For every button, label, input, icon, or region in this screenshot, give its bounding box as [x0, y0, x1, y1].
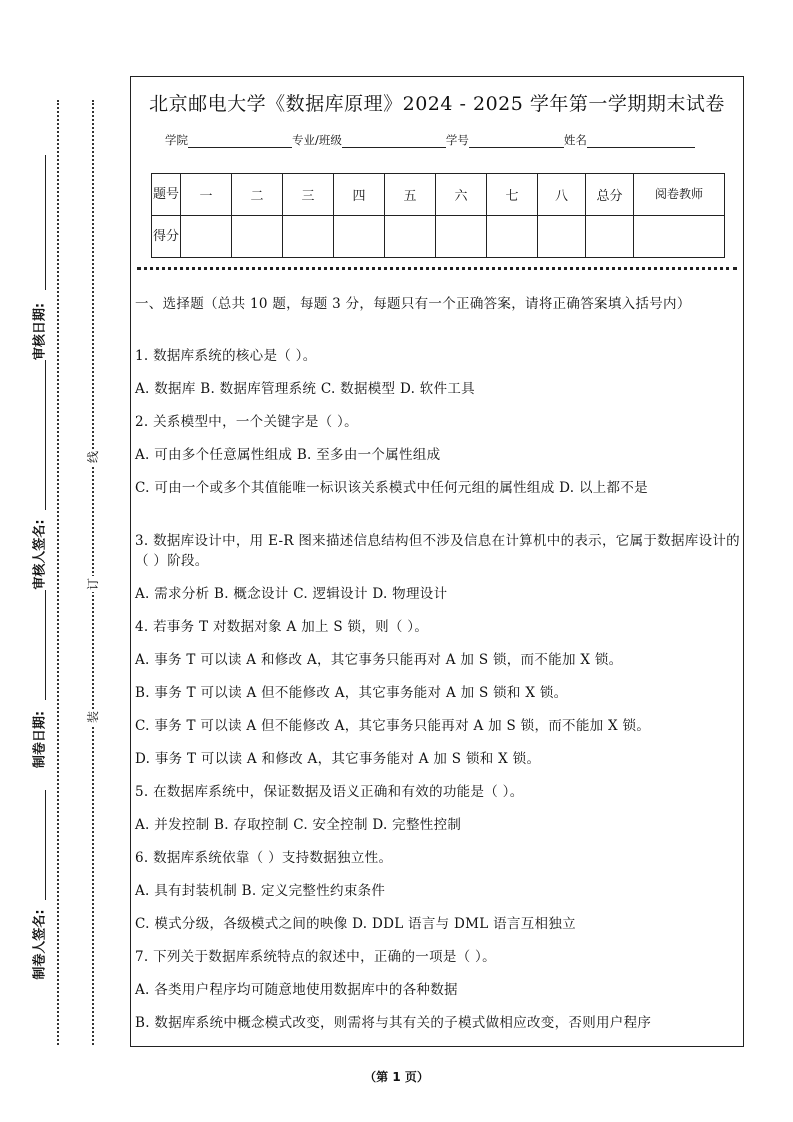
score-cell-6[interactable]: [436, 216, 487, 258]
question-line: 3. 数据库设计中，用 E-R 图来描述信息结构但不涉及信息在计算机中的表示，它属于数据库设计的（ ）阶段。: [135, 533, 740, 569]
question-line: A. 各类用户程序均可随意地使用数据库中的各种数据: [135, 982, 458, 998]
score-cell-7[interactable]: [487, 216, 538, 258]
margin-dotted-line: [57, 100, 59, 1045]
score-col-3: 三: [283, 174, 334, 216]
question-line: D. 事务 T 可以读 A 和修改 A，其它事务能对 A 加 S 锁和 X 锁。: [135, 751, 541, 767]
score-col-4: 四: [334, 174, 385, 216]
score-cell-2[interactable]: [232, 216, 283, 258]
score-col-7: 七: [487, 174, 538, 216]
page-title: 北京邮电大学《数据库原理》2024 - 2025 学年第一学期期末试卷: [149, 93, 725, 115]
score-col-grader: 阅卷教师: [634, 174, 725, 216]
score-row: [152, 216, 725, 258]
binding-word-order: 订: [86, 578, 100, 591]
binding-word-bind: 装: [86, 711, 100, 724]
dotted-separator: [137, 267, 737, 270]
question-line: C. 模式分级，各级模式之间的映像 D. DDL 语言与 DML 语言互相独立: [135, 916, 576, 932]
maker-date-label: 制卷日期:: [32, 710, 48, 769]
maker-date-line: [45, 590, 46, 700]
score-col-1: 一: [181, 174, 232, 216]
score-label: 得分: [152, 216, 181, 258]
score-col-8: 八: [538, 174, 586, 216]
question-line: 7. 下列关于数据库系统特点的叙述中，正确的一项是（ ）。: [135, 949, 496, 965]
score-cell-8[interactable]: [538, 216, 586, 258]
question-line: A. 数据库 B. 数据库管理系统 C. 数据模型 D. 软件工具: [135, 381, 475, 397]
score-cell-1[interactable]: [181, 216, 232, 258]
score-cell-3[interactable]: [283, 216, 334, 258]
question-line: A. 具有封装机制 B. 定义完整性约束条件: [135, 883, 386, 899]
reviewer-sign-label: 审核人签名:: [32, 519, 48, 590]
review-date-label: 审核日期:: [32, 302, 48, 361]
student-info-line: [165, 132, 695, 148]
maker-sign-label: 制卷人签名:: [32, 909, 48, 980]
question-line: A. 可由多个任意属性组成 B. 至多由一个属性组成: [135, 447, 441, 463]
question-line: B. 事务 T 可以读 A 但不能修改 A，其它事务能对 A 加 S 锁和 X 锁。: [135, 685, 568, 701]
score-cell-5[interactable]: [385, 216, 436, 258]
reviewer-sign-line: [45, 360, 46, 510]
question-line: 2. 关系模型中，一个关键字是（ ）。: [135, 414, 358, 430]
question-line: C. 事务 T 可以读 A 但不能修改 A，其它事务只能再对 A 加 S 锁，而不能加 X 锁。: [135, 718, 651, 734]
question-line: A. 需求分析 B. 概念设计 C. 逻辑设计 D. 物理设计: [135, 586, 448, 602]
name-label: 姓名: [563, 133, 587, 147]
score-col-total: 总分: [586, 174, 634, 216]
student-id-field[interactable]: [469, 135, 564, 148]
score-col-6: 六: [436, 174, 487, 216]
section-heading: 一、选择题（总共 10 题，每题 3 分，每题只有一个正确答案，请将正确答案填入括号内）: [135, 296, 691, 312]
exam-page-frame: [130, 76, 744, 1047]
question-line: 1. 数据库系统的核心是（ ）。: [135, 348, 317, 364]
binding-word-line: 线: [86, 451, 100, 464]
page-number: （第 1 页）: [364, 1070, 429, 1084]
maker-sign-line: [45, 790, 46, 900]
question-line: B. 数据库系统中概念模式改变，则需将与其有关的子模式做相应改变，否则用户程序: [135, 1015, 652, 1031]
question-number-label: 题号: [152, 174, 181, 216]
question-line: 4. 若事务 T 对数据对象 A 加上 S 锁，则（ ）。: [135, 619, 429, 635]
score-cell-grader[interactable]: [634, 216, 725, 258]
score-cell-total[interactable]: [586, 216, 634, 258]
question-line: 5. 在数据库系统中，保证数据及语义正确和有效的功能是（ ）。: [135, 784, 524, 800]
college-field[interactable]: [188, 135, 292, 148]
major-field[interactable]: [342, 135, 446, 148]
binding-dotted-line: [92, 100, 94, 1045]
score-cell-4[interactable]: [334, 216, 385, 258]
major-label: 专业/班级: [292, 133, 342, 147]
student-id-label: 学号: [445, 133, 469, 147]
question-line: C. 可由一个或多个其值能唯一标识该关系模式中任何元组的属性组成 D. 以上都不是: [135, 480, 648, 496]
review-date-line: [45, 155, 46, 290]
score-table: [151, 173, 725, 258]
score-col-5: 五: [385, 174, 436, 216]
name-field[interactable]: [587, 135, 695, 148]
college-label: 学院: [165, 133, 188, 147]
score-col-2: 二: [232, 174, 283, 216]
question-line: A. 并发控制 B. 存取控制 C. 安全控制 D. 完整性控制: [135, 817, 462, 833]
question-number-row: [152, 174, 725, 216]
question-line: A. 事务 T 可以读 A 和修改 A，其它事务只能再对 A 加 S 锁，而不能加 X 锁。: [135, 652, 623, 668]
question-line: 6. 数据库系统依靠（ ）支持数据独立性。: [135, 850, 393, 866]
